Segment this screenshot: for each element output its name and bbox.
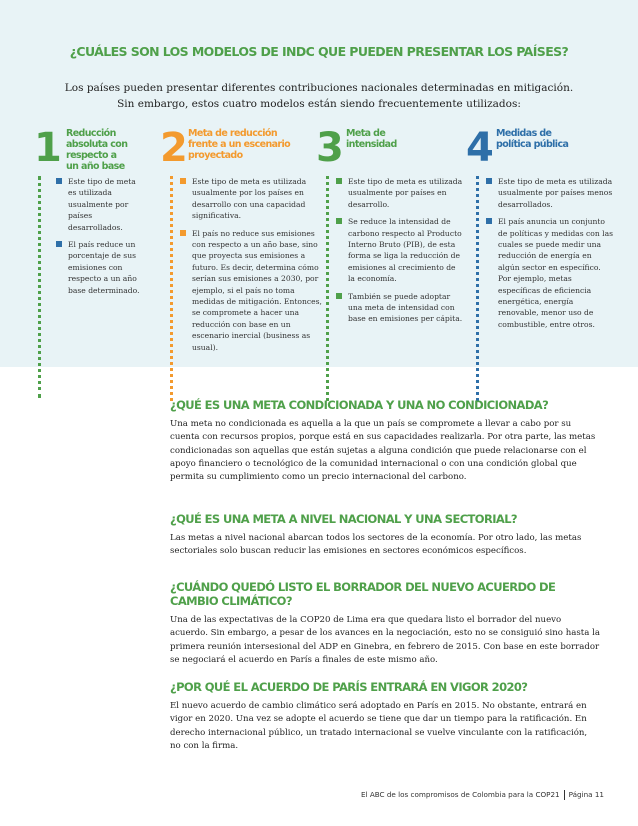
footer-divider bbox=[564, 790, 565, 800]
list-item: Se reduce la intensidad de carbono respecto al Producto Interno Bruto (PIB), de esta forma se liga la reducción de emisiones al crecimiento de la economía. bbox=[336, 216, 464, 284]
bullet-square-icon bbox=[336, 178, 342, 184]
model-1-points bbox=[56, 176, 140, 302]
bullet-square-icon bbox=[486, 178, 492, 184]
section-text: Las metas a nivel nacional abarcan todos los sectores de la economía. Por otro lado, las metas sectoriales solo buscan reducir las emisiones en sectores económicos específicos. bbox=[170, 533, 582, 557]
section-draft-agreement bbox=[170, 580, 600, 667]
page-number: Página 11 bbox=[568, 790, 604, 799]
list-item: El país reduce un porcentaje de sus emisiones con respecto a un año base determinado. bbox=[56, 239, 140, 296]
list-item: Este tipo de meta es utilizada usualmente por países desarrollados. bbox=[56, 176, 140, 233]
list-item: Este tipo de meta es utilizada usualmente por los países en desarrollo con una capacidad significativa. bbox=[180, 176, 322, 222]
model-2-title: Meta de reducción frente a un escenario proyectado bbox=[188, 128, 291, 161]
model-2-points bbox=[180, 176, 322, 359]
model-1-number: 1 bbox=[34, 125, 60, 171]
model-4-number: 4 bbox=[466, 125, 492, 171]
model-4-points bbox=[486, 176, 614, 336]
section-heading: ¿POR QUÉ EL ACUERDO DE PARÍS ENTRARÁ EN VIGOR 2020? bbox=[170, 680, 528, 694]
model-3-divider bbox=[326, 176, 329, 401]
model-1-divider bbox=[38, 176, 41, 398]
models-title: ¿CUÁLES SON LOS MODELOS DE INDC QUE PUEDEN PRESENTAR LOS PAÍSES? bbox=[69, 44, 569, 59]
bullet-square-icon bbox=[336, 293, 342, 299]
section-heading: ¿QUÉ ES UNA META CONDICIONADA Y UNA NO CONDICIONADA? bbox=[170, 398, 549, 412]
section-conditional-goal bbox=[170, 398, 600, 484]
section-text: Una meta no condicionada es aquella a la que un país se compromete a llevar a cabo por su cuenta con recursos propios, porque está en sus capacidades realizarla. Por otra parte, las metas condicionadas son aquellas que están sujetas a alguna condición que puede relacionarse con el apoyo financiero o tecnológico de la comunidad internacional o con una condición global que permita su cumplimiento como un precio internacional del carbono. bbox=[170, 419, 596, 483]
bullet-square-icon bbox=[56, 241, 62, 247]
section-text: Una de las expectativas de la COP20 de Lima era que quedara listo el borrador del nuevo acuerdo. Sin embargo, a pesar de los avances en la negociación, esto no se consiguió sino hasta la primera reunión intersesional del ADP en Ginebra, en febrero de 2015. Con base en este borrador se negociará el acuerdo en París a finales de este mismo año. bbox=[170, 615, 600, 665]
list-item: Este tipo de meta es utilizada usualmente por países en desarrollo. bbox=[336, 176, 464, 210]
model-4-divider bbox=[476, 176, 479, 401]
model-3-number: 3 bbox=[316, 125, 342, 171]
model-3-points bbox=[336, 176, 464, 331]
intro-text bbox=[40, 80, 598, 112]
list-item: Este tipo de meta es utilizada usualmente por países menos desarrollados. bbox=[486, 176, 614, 210]
section-text: El nuevo acuerdo de cambio climático será adoptado en París en 2015. No obstante, entrará en vigor en 2020. Una vez se adopte el acuerdo se tiene que dar un tiempo para la ratificación. En derecho internacional público, un tratado internacional se vuelve vinculante con la ratificación, no con la firma. bbox=[170, 701, 588, 751]
model-2-number: 2 bbox=[160, 125, 186, 171]
model-2-divider bbox=[170, 176, 173, 401]
section-heading: ¿QUÉ ES UNA META A NIVEL NACIONAL Y UNA SECTORIAL? bbox=[170, 512, 518, 526]
list-item: El país no reduce sus emisiones con respecto a un año base, sino que proyecta sus emisiones a futuro. Es decir, determina cómo serían sus emisiones a 2030, por ejemplo, si el país no toma medidas de mitigación. Entonces, se compromete a hacer una reducción con base en un escenario inercial (business as usual). bbox=[180, 228, 322, 353]
section-heading: ¿CUÁNDO QUEDÓ LISTO EL BORRADOR DEL NUEVO ACUERDO DE CAMBIO CLIMÁTICO? bbox=[170, 580, 556, 608]
model-3-title: Meta de intensidad bbox=[346, 128, 397, 150]
intro-line-1: Los países pueden presentar diferentes contribuciones nacionales determinadas en mitigación. bbox=[64, 82, 574, 94]
bullet-square-icon bbox=[180, 178, 186, 184]
intro-line-2: Sin embargo, estos cuatro modelos están siendo frecuentemente utilizados: bbox=[117, 98, 521, 110]
bullet-square-icon bbox=[180, 230, 186, 236]
section-national-sectoral bbox=[170, 512, 600, 559]
publication-title: El ABC de los compromisos de Colombia para la COP21 bbox=[361, 790, 560, 799]
model-4-title: Medidas de política pública bbox=[496, 128, 569, 150]
list-item: También se puede adoptar una meta de intensidad con base en emisiones per cápita. bbox=[336, 291, 464, 325]
model-1-title: Reducción absoluta con respecto a un año base bbox=[66, 128, 128, 172]
bullet-square-icon bbox=[336, 218, 342, 224]
page-footer bbox=[0, 790, 604, 800]
section-paris-2020 bbox=[170, 680, 600, 753]
bullet-square-icon bbox=[486, 218, 492, 224]
bullet-square-icon bbox=[56, 178, 62, 184]
list-item: El país anuncia un conjunto de políticas y medidas con las cuales se puede medir una reducción de energía en algún sector en específico. Por ejemplo, metas específicas de eficiencia energética, energía renovable, menor uso de combustible, entre otros. bbox=[486, 216, 614, 330]
